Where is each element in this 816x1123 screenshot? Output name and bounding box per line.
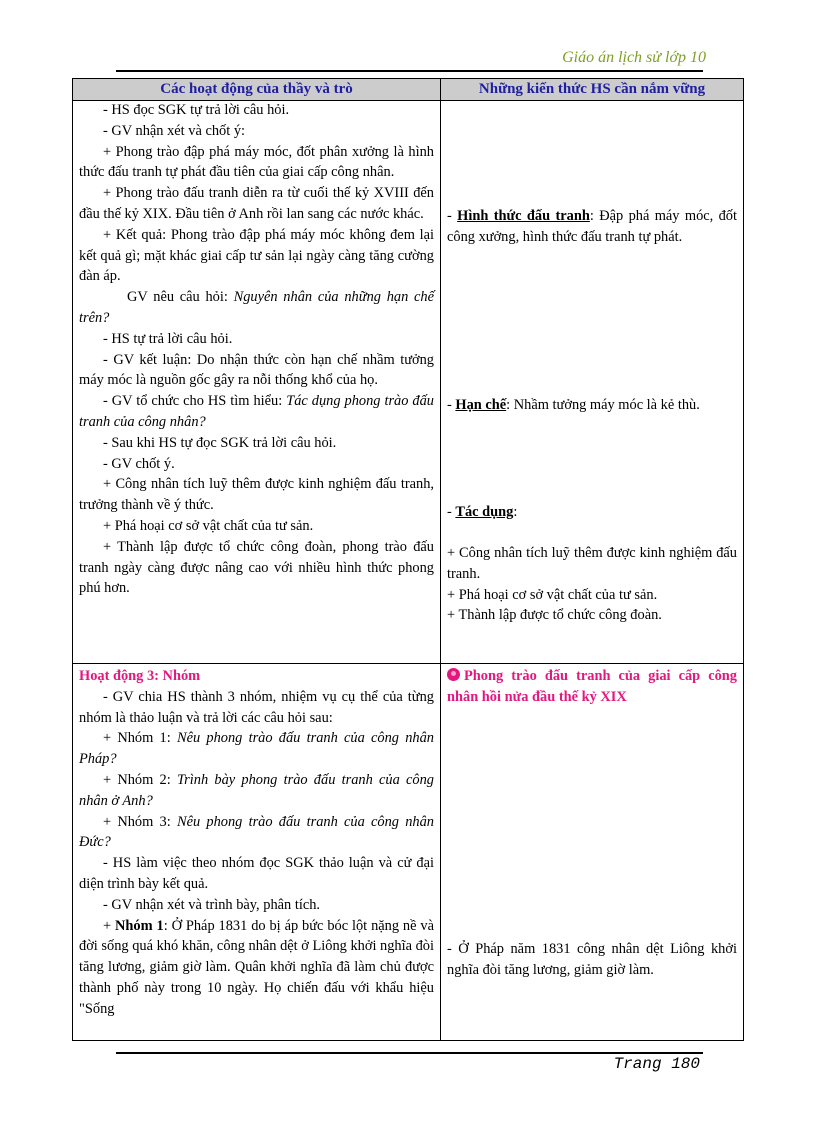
knowledge-line bbox=[447, 395, 737, 416]
knowledge-line: + Công nhân tích luỹ thêm được kinh nghiệm đấu tranh. bbox=[447, 545, 737, 582]
text-line: + Phong trào đập phá máy móc, đốt phân xưởng là hình thức đấu tranh tự phát đầu tiên của giai cấp công nhân. bbox=[79, 143, 434, 181]
bullet-icon bbox=[447, 668, 460, 681]
group-answer bbox=[79, 916, 434, 1020]
row1-activities-cell bbox=[79, 100, 434, 599]
question-line bbox=[79, 391, 434, 433]
knowledge-line bbox=[447, 502, 737, 523]
han-che-text: : Nhầm tưởng máy móc là kẻ thù. bbox=[506, 397, 700, 413]
group-question-text: Trình bày phong trào đấu tranh của công nhân ở Anh? bbox=[79, 771, 434, 809]
text-line: - HS tự trả lời câu hỏi. bbox=[103, 330, 233, 347]
row2-knowledge-item bbox=[447, 939, 737, 981]
text-line: - GV kết luận: Do nhận thức còn hạn chế nhầm tưởng máy móc là nguồn gốc gây ra nỗi thống khổ của họ. bbox=[79, 351, 434, 389]
hinh-thuc-text: : Đập phá máy móc, đốt công xưởng, hình thức đấu tranh tự phát. bbox=[447, 208, 737, 245]
column-header-knowledge: Những kiến thức HS cần nắm vững bbox=[441, 79, 743, 101]
group-question bbox=[79, 728, 434, 770]
text-line: + Kết quả: Phong trào đập phá máy móc không đem lại kết quả gì; mặt khác giai cấp tư sản lại ngày càng tăng cường đàn áp. bbox=[79, 226, 434, 285]
row1-knowledge-tac-dung bbox=[447, 502, 737, 523]
dash: - bbox=[447, 397, 456, 413]
question-text: Tác dụng phong trào đấu tranh của công nhân? bbox=[79, 393, 435, 430]
tac-dung-label: Tác dụng bbox=[455, 504, 514, 520]
text-line: - GV nhận xét và trình bày, phân tích. bbox=[103, 896, 321, 913]
document-header-title: Giáo án lịch sử lớp 10 bbox=[562, 49, 706, 66]
hinh-thuc-label: Hình thức đấu tranh bbox=[457, 208, 590, 224]
knowledge-line: + Thành lập được tổ chức công đoàn. bbox=[447, 607, 662, 624]
knowledge-line bbox=[447, 206, 737, 248]
section-heading-text: Phong trào đấu tranh của giai cấp công nhân hồi nửa đầu thế kỷ XIX bbox=[447, 668, 737, 705]
group-label: + Nhóm 1: bbox=[103, 730, 177, 747]
question-text: Nguyên nhân của những hạn chế trên? bbox=[79, 289, 434, 326]
row2-knowledge-heading bbox=[447, 666, 737, 708]
question-intro: - GV tổ chức cho HS tìm hiểu: bbox=[103, 393, 287, 410]
han-che-label: Hạn chế bbox=[455, 397, 507, 413]
page-number: Trang 180 bbox=[613, 1055, 700, 1073]
lesson-table bbox=[72, 78, 744, 1041]
row1-knowledge-tac-dung-items bbox=[447, 543, 737, 626]
tac-dung-colon: : bbox=[513, 504, 518, 520]
dash: - bbox=[447, 504, 456, 520]
row1-knowledge-han-che bbox=[447, 395, 737, 416]
text-line: + Phá hoại cơ sở vật chất của tư sản. bbox=[103, 517, 314, 534]
text-line: + Công nhân tích luỹ thêm được kinh nghiệm đấu tranh, trưởng thành về ý thức. bbox=[79, 476, 434, 514]
text-line: + Thành lập được tổ chức công đoàn, phong trào đấu tranh ngày càng được nâng cao với nhiều hình thức phong phú hơn. bbox=[79, 538, 434, 597]
section-heading bbox=[447, 666, 737, 708]
question-line bbox=[79, 287, 434, 329]
group-label: + Nhóm 3: bbox=[103, 813, 177, 830]
group-question-text: Nêu phong trào đấu tranh của công nhân Pháp? bbox=[79, 730, 434, 768]
plus: + bbox=[103, 917, 116, 934]
text-line: - GV chốt ý. bbox=[103, 455, 175, 472]
text-line: - Sau khi HS tự đọc SGK trả lời câu hỏi. bbox=[103, 434, 337, 451]
column-divider bbox=[440, 79, 441, 1040]
group-label-bold: Nhóm 1 bbox=[115, 917, 164, 934]
row-divider bbox=[73, 663, 743, 664]
text-line: - HS đọc SGK tự trả lời câu hỏi. bbox=[103, 102, 290, 118]
activity-heading: Hoạt động 3: Nhóm bbox=[79, 668, 201, 684]
group-question-text: Nêu phong trào đấu tranh của công nhân Đức? bbox=[79, 813, 434, 851]
knowledge-line: + Phá hoại cơ sở vật chất của tư sản. bbox=[447, 586, 658, 603]
text-line: + Phong trào đấu tranh diễn ra từ cuối thế kỷ XVIII đến đầu thế kỷ XIX. Đầu tiên ở Anh rồi lan sang các nước khác. bbox=[79, 185, 434, 222]
group-question bbox=[79, 812, 434, 854]
text-line: - GV chia HS thành 3 nhóm, nhiệm vụ cụ thể của từng nhóm là thảo luận và trả lời các câu hỏi sau: bbox=[79, 688, 434, 726]
group-label: + Nhóm 2: bbox=[103, 771, 177, 788]
knowledge-line: - Ở Pháp năm 1831 công nhân dệt Liông khởi nghĩa đòi tăng lương, giảm giờ làm. bbox=[447, 941, 737, 978]
dash: - bbox=[447, 208, 458, 224]
question-intro: GV nêu câu hỏi: bbox=[127, 289, 234, 306]
header-rule bbox=[116, 70, 703, 72]
group-question bbox=[79, 770, 434, 812]
text-line: - GV nhận xét và chốt ý: bbox=[103, 122, 246, 139]
text-line: - HS làm việc theo nhóm đọc SGK thảo luận và cử đại diện trình bày kết quả. bbox=[79, 855, 434, 892]
row2-activities-cell bbox=[79, 666, 434, 1020]
column-header-activities: Các hoạt động của thầy và trò bbox=[73, 79, 440, 101]
row1-knowledge-hinh-thuc bbox=[447, 206, 737, 248]
group-answer-text: : Ở Pháp 1831 do bị áp bức bóc lột nặng nề và đời sống quá khó khăn, công nhân dệt ở Liông khởi nghĩa đòi tăng lương, giảm giờ làm. Quân khởi nghĩa đã làm chủ được thành phố này trong 10 ngày. Họ chiến đấu với khẩu hiệu "Sống bbox=[79, 917, 434, 1017]
footer-rule bbox=[116, 1052, 703, 1054]
